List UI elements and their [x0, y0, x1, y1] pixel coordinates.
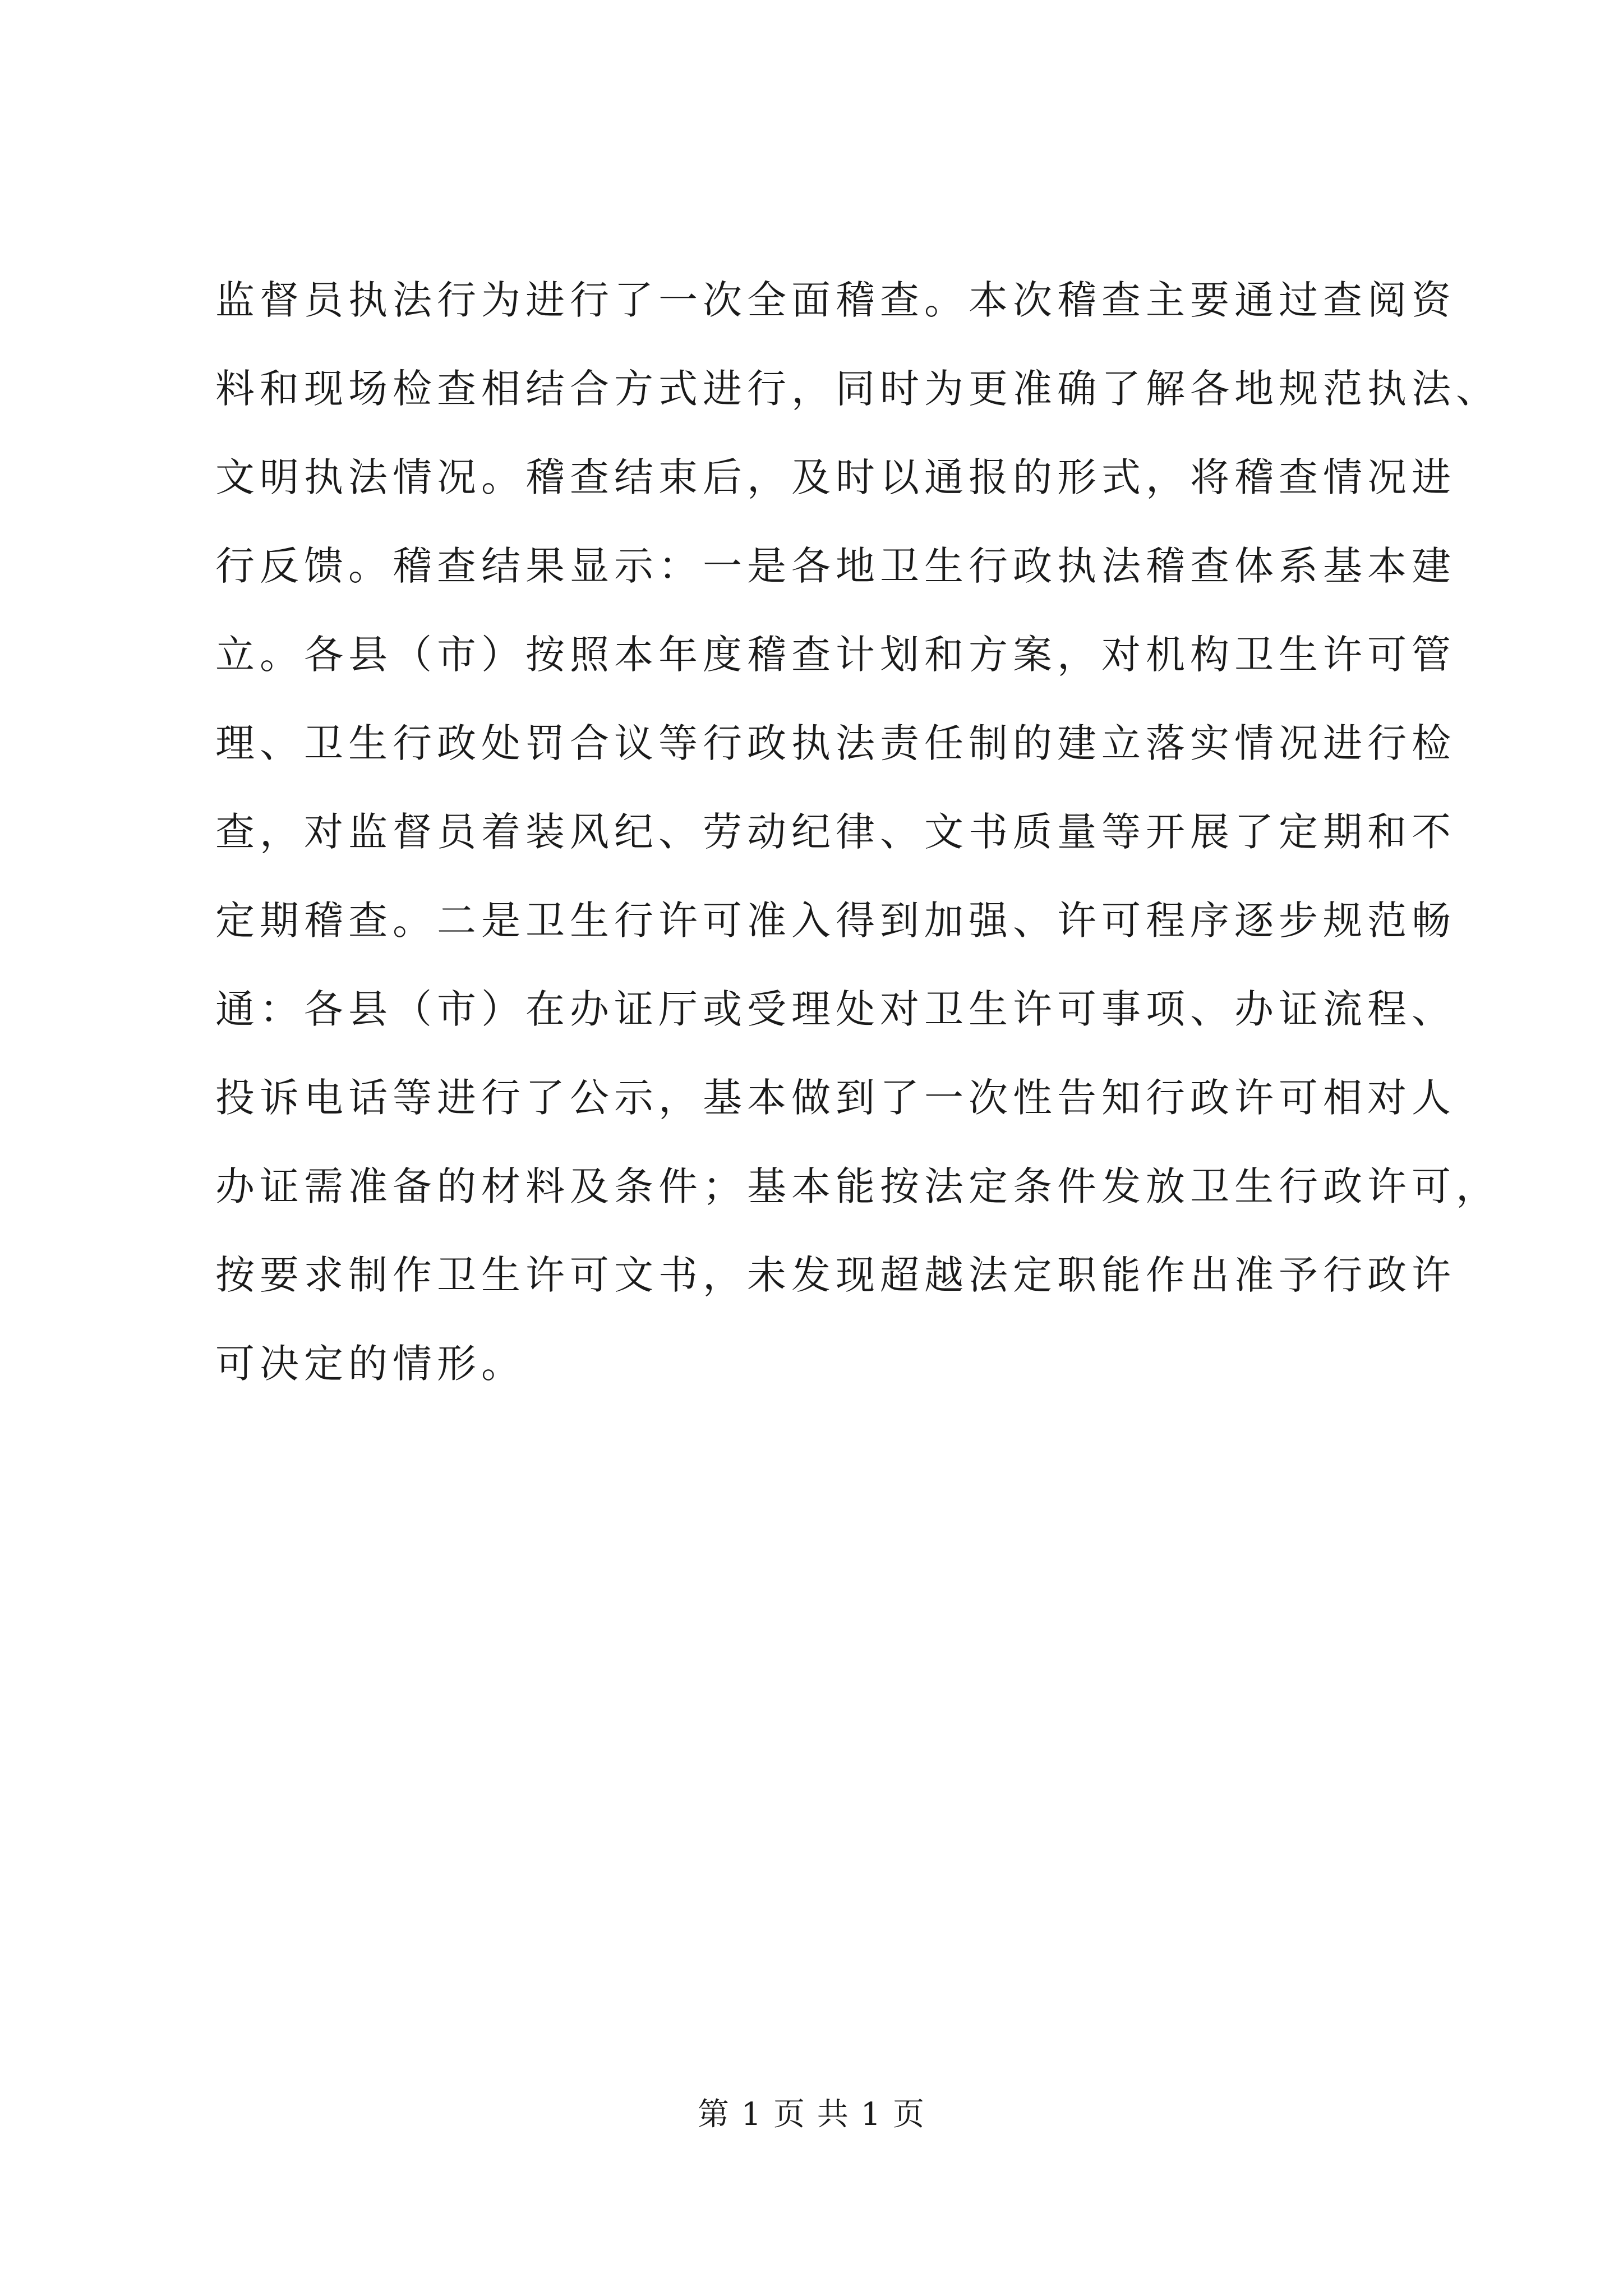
- body-line: 通：各县（市）在办证厅或受理处对卫生许可事项、办证流程、: [215, 986, 1456, 1032]
- body-line: 监督员执法行为进行了一次全面稽查。本次稽查主要通过查阅资: [215, 277, 1456, 323]
- body-line: 文明执法情况。稽查结束后，及时以通报的形式，将稽查情况进: [215, 454, 1456, 500]
- body-line: 料和现场检查相结合方式进行，同时为更准确了解各地规范执法、: [215, 366, 1500, 412]
- body-line: 立。各县（市）按照本年度稽查计划和方案，对机构卫生许可管: [215, 632, 1456, 678]
- body-line: 定期稽查。二是卫生行许可准入得到加强、许可程序逐步规范畅: [215, 898, 1456, 944]
- body-line: 理、卫生行政处罚合议等行政执法责任制的建立落实情况进行检: [215, 720, 1456, 766]
- body-line: 行反馈。稽查结果显示：一是各地卫生行政执法稽查体系基本建: [215, 543, 1456, 589]
- body-line: 按要求制作卫生许可文书，未发现超越法定职能作出准予行政许: [215, 1252, 1456, 1298]
- body-line: 可决定的情形。: [215, 1341, 525, 1387]
- body-line: 投诉电话等进行了公示，基本做到了一次性告知行政许可相对人: [215, 1075, 1456, 1121]
- body-line: 办证需准备的材料及条件；基本能按法定条件发放卫生行政许可，: [215, 1163, 1500, 1209]
- body-text: [215, 264, 1505, 1416]
- body-line: 查，对监督员着装风纪、劳动纪律、文书质量等开展了定期和不: [215, 809, 1456, 855]
- page-footer: 第 1 页 共 1 页: [697, 2096, 926, 2133]
